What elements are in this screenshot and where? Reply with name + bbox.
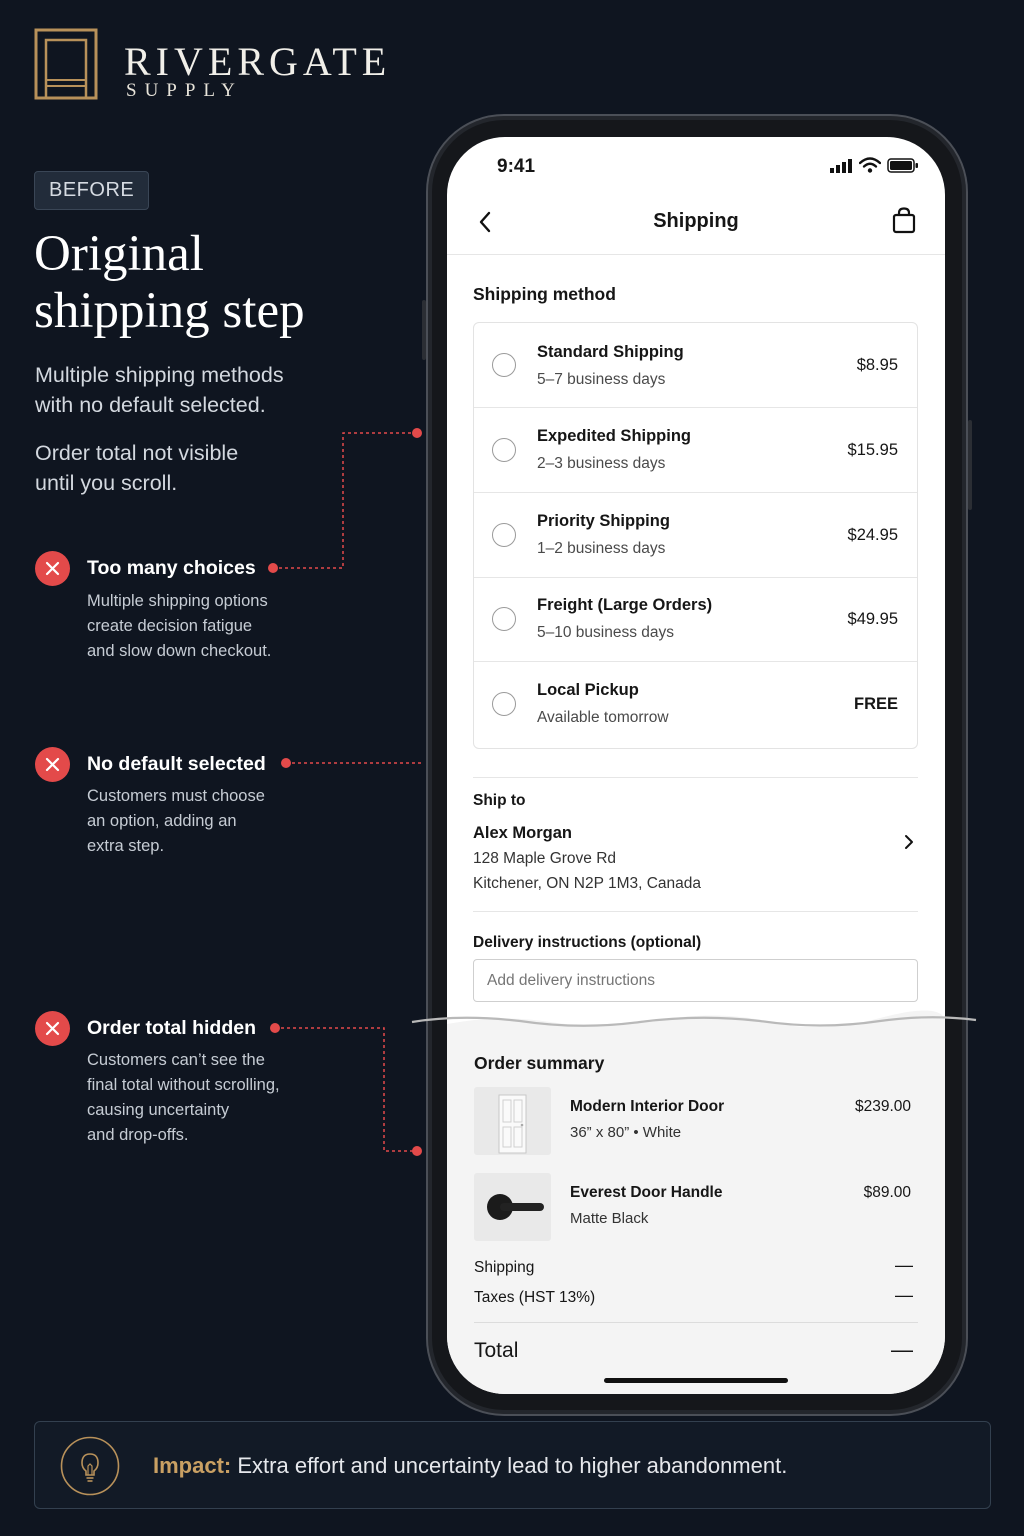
item-name: Modern Interior Door: [570, 1098, 725, 1115]
section-title-shipping-method: Shipping method: [473, 284, 616, 304]
option-name: Standard Shipping: [537, 343, 684, 361]
issue-description: [87, 784, 327, 859]
option-price: $15.95: [847, 441, 898, 459]
before-badge: BEFORE: [34, 171, 149, 210]
description-paragraph-1: [35, 360, 355, 420]
phone-screen: [447, 137, 945, 1394]
headline: [34, 226, 394, 340]
issue-line: causing uncertainty: [87, 1101, 230, 1119]
taxes-label: Taxes (HST 13%): [474, 1289, 596, 1306]
total-value: —: [891, 1337, 913, 1362]
issue-line: create decision fatigue: [87, 617, 253, 635]
total-label: Total: [474, 1339, 519, 1362]
issue-line: and slow down checkout.: [87, 642, 272, 660]
issue-description: [87, 589, 327, 664]
section-title-order-summary: Order summary: [474, 1053, 605, 1073]
headline-line-2: shipping step: [34, 283, 305, 339]
radio-button[interactable]: [492, 438, 516, 462]
option-price: $49.95: [847, 610, 898, 628]
radio-button[interactable]: [492, 353, 516, 377]
phone-side-button: [968, 420, 972, 510]
shipping-option-priority[interactable]: [474, 493, 917, 577]
radio-button[interactable]: [492, 692, 516, 716]
item-name: Everest Door Handle: [570, 1184, 723, 1201]
error-x-icon: [35, 1011, 70, 1046]
option-name: Local Pickup: [537, 681, 639, 699]
option-eta: 5–10 business days: [537, 624, 675, 641]
issue-line: Multiple shipping options: [87, 592, 268, 610]
option-price: $8.95: [856, 356, 898, 374]
issue-line: final total without scrolling,: [87, 1076, 280, 1094]
shipping-cost-value: —: [895, 1255, 913, 1275]
nav-divider: [447, 254, 945, 255]
item-price: $239.00: [854, 1098, 911, 1115]
scroll-fold-wave: [410, 1008, 980, 1044]
issue-line: Customers must choose: [87, 787, 265, 805]
phone-side-button: [422, 300, 426, 360]
shipping-option-local-pickup[interactable]: [474, 662, 917, 748]
issue-title-no-default: No default selected: [87, 753, 266, 775]
issue-description: [87, 1048, 347, 1148]
option-name: Expedited Shipping: [537, 427, 692, 445]
chevron-right-icon: [904, 834, 914, 850]
issue-line: extra step.: [87, 837, 165, 855]
option-name: Priority Shipping: [537, 512, 670, 530]
address-line-1: 128 Maple Grove Rd: [473, 850, 617, 867]
shipping-option-expedited[interactable]: [474, 408, 917, 492]
issue-line: and drop-offs.: [87, 1126, 189, 1144]
radio-button[interactable]: [492, 523, 516, 547]
description-line: with no default selected.: [35, 393, 266, 417]
impact-statement: [153, 1453, 787, 1479]
status-time: 9:41: [497, 156, 536, 177]
door-thumbnail: [474, 1087, 551, 1155]
option-eta: Available tomorrow: [537, 709, 669, 726]
cellular-signal-icon: [830, 159, 854, 173]
headline-line-1: Original: [34, 226, 204, 282]
description-paragraph-2: [35, 438, 355, 498]
option-eta: 2–3 business days: [537, 455, 666, 472]
option-name: Freight (Large Orders): [537, 596, 713, 614]
error-x-icon: [35, 747, 70, 782]
door-image: [474, 1087, 551, 1155]
home-indicator: [604, 1378, 788, 1383]
lightbulb-icon: [60, 1436, 120, 1496]
brand-name: RIVERGATE: [124, 39, 392, 84]
description-line: until you scroll.: [35, 471, 178, 495]
ship-to-address[interactable]: [473, 792, 918, 902]
description-line: Order total not visible: [35, 441, 239, 465]
issue-line: an option, adding an: [87, 812, 237, 830]
door-handle-image: [474, 1173, 551, 1241]
taxes-value: —: [895, 1285, 913, 1305]
battery-icon: [887, 158, 919, 173]
recipient-name: Alex Morgan: [473, 824, 573, 842]
item-detail: Matte Black: [570, 1210, 649, 1227]
section-divider: [473, 777, 918, 778]
nav-title: Shipping: [653, 210, 739, 232]
issue-title-order-total-hidden: Order total hidden: [87, 1017, 257, 1039]
option-eta: 5–7 business days: [537, 371, 666, 388]
address-line-2: Kitchener, ON N2P 1M3, Canada: [473, 875, 702, 892]
delivery-instructions-label: Delivery instructions (optional): [473, 934, 702, 951]
wifi-icon: [859, 157, 881, 173]
item-price: $89.00: [863, 1184, 911, 1201]
section-divider: [473, 911, 918, 912]
shipping-option-standard[interactable]: [474, 323, 917, 407]
issue-line: Customers can’t see the: [87, 1051, 265, 1069]
description-line: Multiple shipping methods: [35, 363, 284, 387]
radio-button[interactable]: [492, 607, 516, 631]
shipping-cost-label: Shipping: [474, 1259, 535, 1276]
impact-text: Extra effort and uncertainty lead to higher abandonment.: [237, 1453, 788, 1478]
delivery-instructions-input[interactable]: [473, 959, 918, 1002]
handle-thumbnail: [474, 1173, 551, 1241]
shopping-bag-icon[interactable]: [892, 207, 916, 234]
item-detail: 36” x 80” • White: [570, 1124, 682, 1141]
error-x-icon: [35, 551, 70, 586]
impact-label: Impact:: [153, 1453, 232, 1478]
option-price: FREE: [853, 695, 898, 713]
shipping-option-freight[interactable]: [474, 578, 917, 662]
option-price: $24.95: [847, 526, 898, 544]
brand-subtitle: SUPPLY: [126, 80, 243, 101]
issue-title-too-many-choices: Too many choices: [87, 557, 256, 579]
ship-to-label: Ship to: [473, 792, 526, 809]
rivergate-logo-icon: [34, 28, 98, 100]
option-eta: 1–2 business days: [537, 540, 666, 557]
summary-divider: [474, 1322, 918, 1323]
